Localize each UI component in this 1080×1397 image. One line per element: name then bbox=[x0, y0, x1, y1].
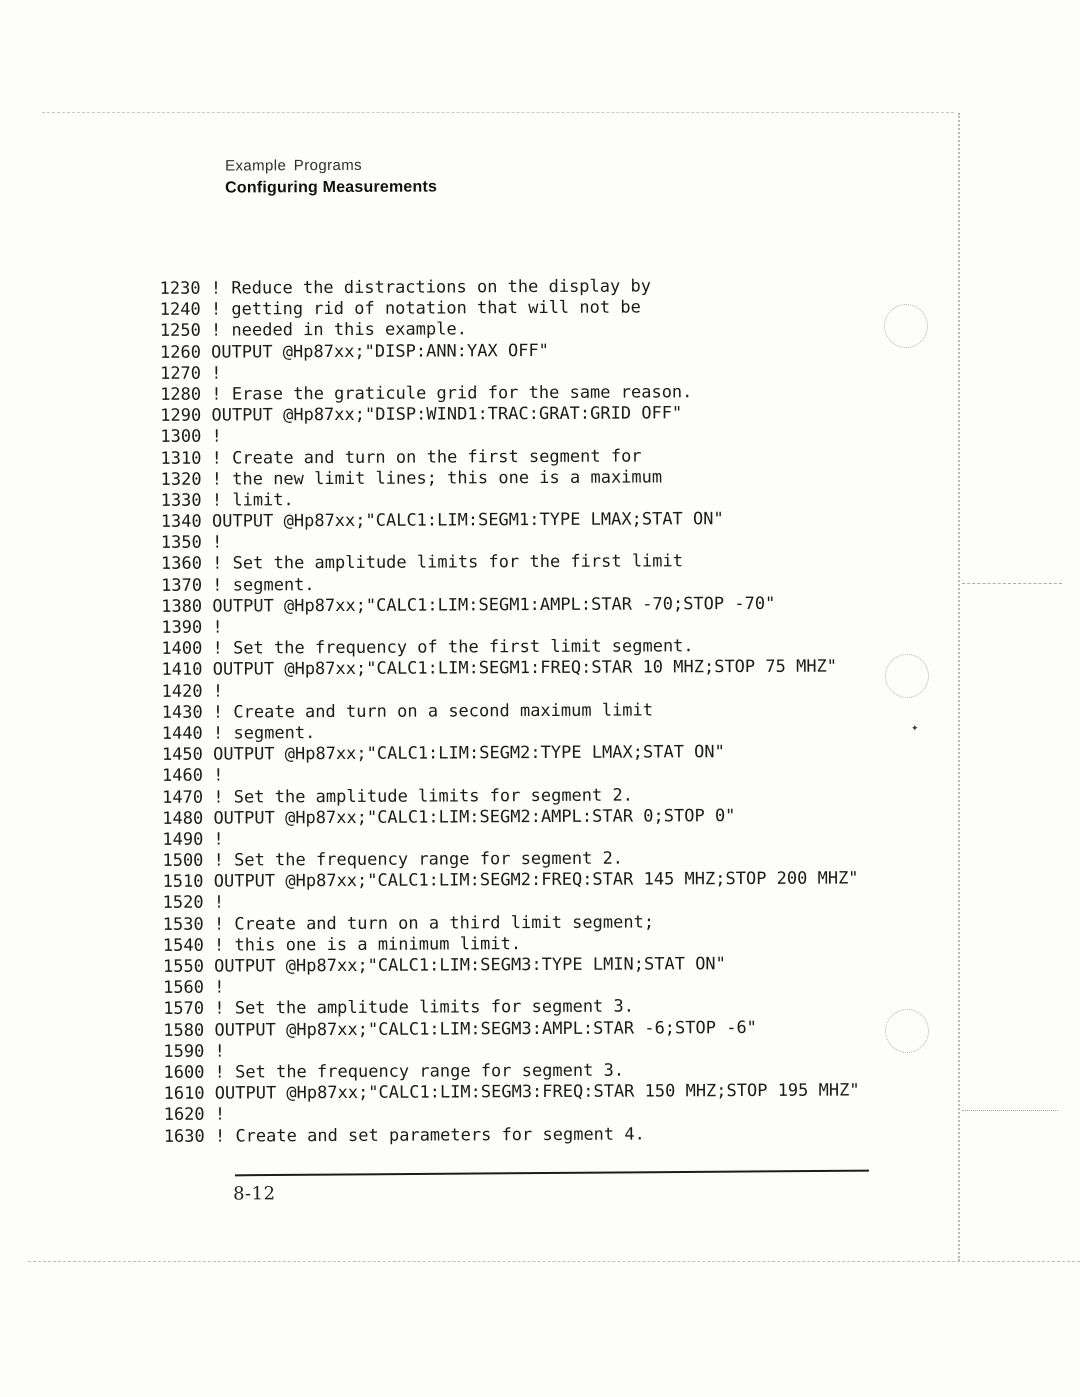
code-line: 1610 OUTPUT @Hp87xx;"CALC1:LIM:SEGM3:FREQ:STAR 150 MHZ;STOP 195 MHZ" bbox=[163, 1080, 860, 1104]
code-line: 1450 OUTPUT @Hp87xx;"CALC1:LIM:SEGM2:TYPE LMAX;STAT ON" bbox=[161, 742, 725, 765]
code-line: 1310 ! Create and turn on the first segment for bbox=[160, 446, 642, 469]
code-line: 1510 OUTPUT @Hp87xx;"CALC1:LIM:SEGM2:FREQ:STAR 145 MHZ;STOP 200 MHZ" bbox=[162, 868, 859, 893]
code-line: 1430 ! Create and turn on a second maximum limit bbox=[161, 700, 654, 723]
section-title: Configuring Measurements bbox=[225, 178, 438, 197]
code-line: 1350 ! bbox=[160, 532, 223, 554]
footer-rule bbox=[235, 1170, 869, 1177]
page-header bbox=[225, 155, 437, 198]
code-line: 1340 OUTPUT @Hp87xx;"CALC1:LIM:SEGM1:TYPE LMAX;STAT ON" bbox=[160, 509, 724, 532]
code-line: 1620 ! bbox=[163, 1104, 226, 1126]
code-line: 1440 ! segment. bbox=[161, 723, 316, 744]
code-line: 1380 OUTPUT @Hp87xx;"CALC1:LIM:SEGM1:AMPL:STAR -70;STOP -70" bbox=[161, 593, 776, 617]
ink-speck: ✦ bbox=[911, 723, 919, 733]
code-line: 1460 ! bbox=[161, 765, 224, 787]
code-line: 1630 ! Create and set parameters for segment 4. bbox=[163, 1123, 645, 1147]
code-line: 1530 ! Create and turn on a third limit segment; bbox=[162, 912, 655, 935]
code-line: 1330 ! limit. bbox=[160, 490, 294, 511]
code-line: 1280 ! Erase the graticule grid for the same reason. bbox=[160, 382, 693, 405]
code-line: 1240 ! getting rid of notation that will not be bbox=[159, 297, 641, 321]
code-line: 1560 ! bbox=[163, 977, 225, 999]
code-line: 1540 ! this one is a minimum limit. bbox=[162, 933, 522, 956]
code-line: 1410 OUTPUT @Hp87xx;"CALC1:LIM:SEGM1:FREQ:STAR 10 MHZ;STOP 75 MHZ" bbox=[161, 656, 838, 681]
code-line: 1470 ! Set the amplitude limits for segment 2. bbox=[162, 785, 633, 808]
code-line: 1570 ! Set the amplitude limits for segment 3. bbox=[163, 996, 635, 1020]
code-listing bbox=[160, 275, 860, 1147]
code-line: 1300 ! bbox=[160, 426, 222, 448]
code-line: 1500 ! Set the frequency range for segment 2. bbox=[162, 848, 624, 871]
code-line: 1250 ! needed in this example. bbox=[159, 319, 467, 342]
code-line: 1390 ! bbox=[161, 617, 223, 638]
code-line: 1520 ! bbox=[162, 892, 225, 914]
code-line: 1480 OUTPUT @Hp87xx;"CALC1:LIM:SEGM2:AMPL:STAR 0;STOP 0" bbox=[162, 805, 736, 829]
code-line: 1230 ! Reduce the distractions on the display by bbox=[159, 276, 651, 299]
code-line: 1370 ! segment. bbox=[161, 574, 315, 596]
code-line: 1590 ! bbox=[163, 1041, 225, 1062]
code-line: 1550 OUTPUT @Hp87xx;"CALC1:LIM:SEGM3:TYPE LMIN;STAT ON" bbox=[162, 954, 726, 977]
code-line: 1580 OUTPUT @Hp87xx;"CALC1:LIM:SEGM3:AMPL:STAR -6;STOP -6" bbox=[163, 1017, 757, 1041]
code-line: 1270 ! bbox=[160, 363, 222, 384]
code-line: 1290 OUTPUT @Hp87xx;"DISP:WIND1:TRAC:GRAT:GRID OFF" bbox=[160, 403, 683, 426]
code-line: 1320 ! the new limit lines; this one is a maximum bbox=[160, 467, 663, 490]
code-line: 1260 OUTPUT @Hp87xx;"DISP:ANN:YAX OFF" bbox=[159, 340, 549, 363]
code-line: 1360 ! Set the amplitude limits for the first limit bbox=[160, 551, 684, 575]
page-number: 8-12 bbox=[233, 1183, 276, 1205]
code-line: 1490 ! bbox=[162, 829, 224, 850]
code-line: 1420 ! bbox=[161, 681, 224, 702]
code-line: 1600 ! Set the frequency range for segment 3. bbox=[163, 1060, 625, 1083]
chapter-title: Example Programs bbox=[225, 156, 363, 175]
code-line: 1400 ! Set the frequency of the first limit segment. bbox=[161, 636, 694, 660]
